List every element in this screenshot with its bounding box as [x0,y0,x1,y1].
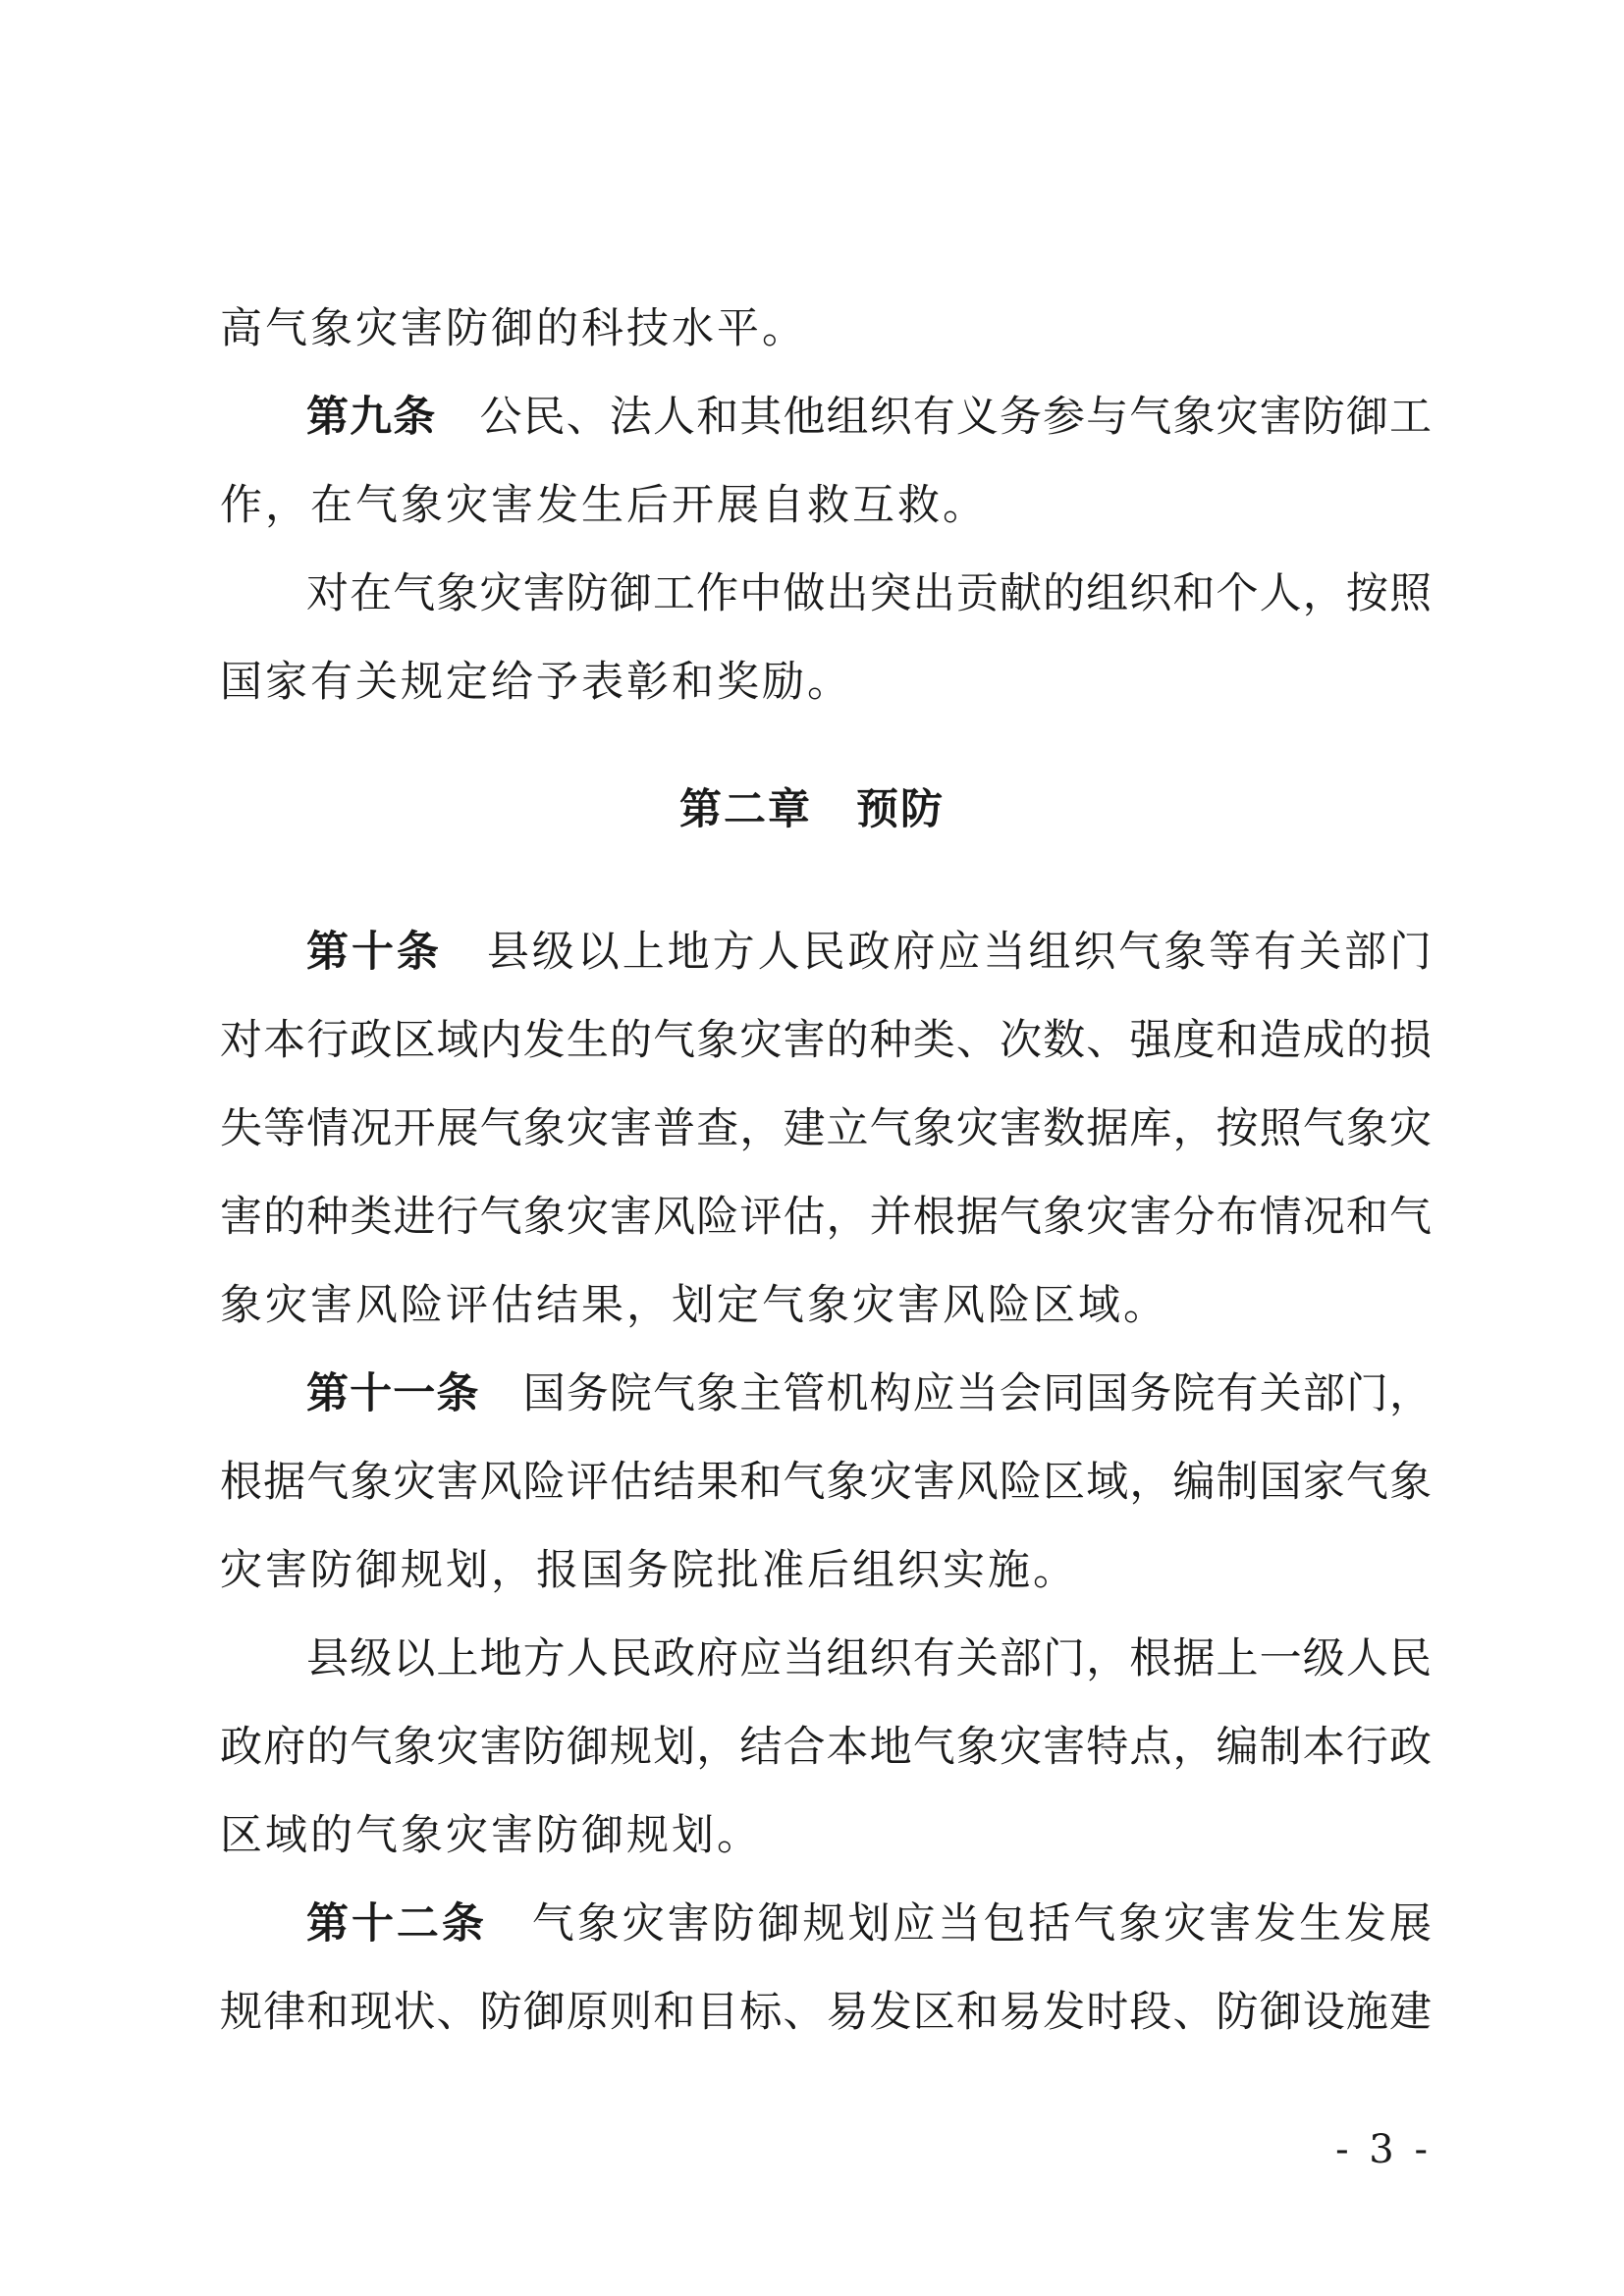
line-text: 灾害防御规划，报国务院批准后组织实施。 [220,1546,1078,1595]
text-line [220,471,1432,540]
text-line [220,1978,1432,2047]
article-heading: 第十一条 [306,1369,480,1418]
text-line [220,1713,1432,1782]
line-text: 作，在气象灾害发生后开展自救互救。 [220,481,988,530]
line-text: 国家有关规定给予表彰和奖励。 [220,658,852,707]
line-text: 规律和现状、防御原则和目标、易发区和易发时段、防御设施建 [220,1988,1432,2037]
text-line [220,560,1432,628]
article-11-line [220,1360,1432,1428]
article-heading: 第九条 [306,393,437,442]
text-line [220,648,1432,717]
line-text: 国务院气象主管机构应当会同国务院有关部门， [479,1369,1433,1418]
chapter-title: 第二章 预防 [679,785,945,834]
article-12-line [220,1890,1432,1958]
line-text: 对在气象灾害防御工作中做出突出贡献的组织和个人，按照 [306,569,1432,618]
article-10-line [220,918,1432,987]
line-text: 失等情况开展气象灾害普查，建立气象灾害数据库，按照气象灾 [220,1104,1432,1153]
line-text: 公民、法人和其他组织有义务参与气象灾害防御工 [436,393,1433,442]
text-line [220,1801,1432,1870]
text-line [220,1625,1432,1693]
text-line [220,294,1432,363]
text-line [220,1006,1432,1075]
text-line [220,1536,1432,1605]
line-text: 象灾害风险评估结果，划定气象灾害风险区域。 [220,1281,1168,1330]
article-heading: 第十条 [306,928,442,977]
text-line [220,1183,1432,1252]
line-text: 区域的气象灾害防御规划。 [220,1811,762,1860]
line-text: 县级以上地方人民政府应当组织气象等有关部门 [441,928,1432,977]
article-9-line [220,383,1432,452]
line-text: 根据气象灾害风险评估结果和气象灾害风险区域，编制国家气象 [220,1458,1432,1507]
text-line [220,1448,1432,1517]
line-text: 县级以上地方人民政府应当组织有关部门，根据上一级人民 [306,1634,1432,1683]
line-text: 害的种类进行气象灾害风险评估，并根据气象灾害分布情况和气 [220,1193,1432,1242]
text-line [220,1271,1432,1340]
line-text: 高气象灾害防御的科技水平。 [220,304,807,353]
line-text: 政府的气象灾害防御规划，结合本地气象灾害特点，编制本行政 [220,1723,1432,1772]
text-line [220,1095,1432,1163]
article-heading: 第十二条 [306,1899,487,1949]
line-text: 对本行政区域内发生的气象灾害的种类、次数、强度和造成的损 [220,1016,1432,1065]
line-text: 气象灾害防御规划应当包括气象灾害发生发展 [486,1899,1433,1949]
page-number: - 3 - [1335,2127,1432,2172]
